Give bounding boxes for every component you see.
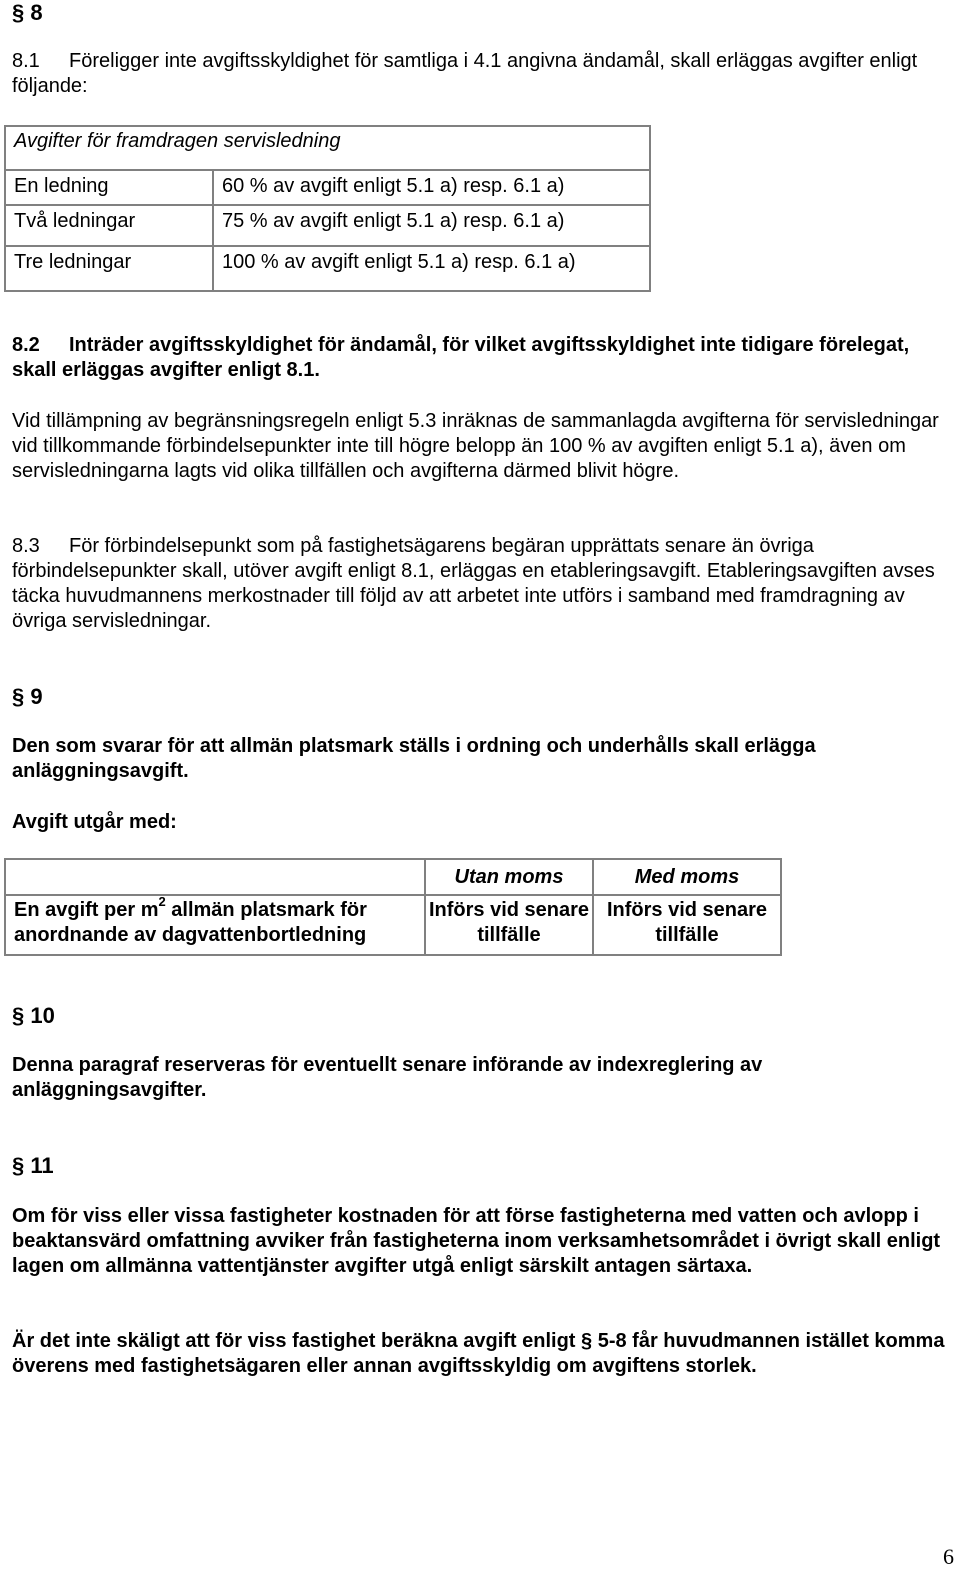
row-value: 60 % av avgift enligt 5.1 a) resp. 6.1 a) — [213, 170, 650, 205]
table-row — [5, 895, 781, 955]
paragraph-8-1 — [12, 49, 956, 99]
section-8-heading: § 8 — [12, 0, 43, 25]
row-value: 75 % av avgift enligt 5.1 a) resp. 6.1 a) — [213, 205, 650, 246]
paragraph-9-intro: Den som svarar för att allmän platsmark ställs i ordning och underhålls skall erlägga anläggningsavgift. — [12, 735, 816, 782]
paragraph-text: Föreligger inte avgiftsskyldighet för samtliga i 4.1 angivna ändamål, skall erläggas avgifter enligt följande: — [12, 50, 918, 97]
column-header-utan-moms: Utan moms — [425, 859, 593, 895]
paragraph-number: 8.2 — [12, 334, 40, 356]
utan-moms-value: Införs vid senare tillfälle — [425, 895, 593, 955]
row-value: 100 % av avgift enligt 5.1 a) resp. 6.1 a) — [213, 246, 650, 291]
paragraph-11-2: Är det inte skäligt att för viss fastighet beräkna avgift enligt § 5-8 får huvudmannen istället komma överens med fastighetsägaren eller annan avgiftsskyldig om avgiftens storlek. — [12, 1330, 945, 1377]
page-number: 6 — [943, 1544, 954, 1569]
row-label: Två ledningar — [5, 205, 213, 246]
section-10-heading: § 10 — [12, 1003, 55, 1028]
fee-label: Avgift utgår med: — [12, 811, 177, 833]
paragraph-text: För förbindelsepunkt som på fastighetsägarens begäran upprättats senare än övriga förbindelsepunkter skall, utöver avgift enligt 8.1, erläggas en etableringsavgift. Etableringsavgiften avses täcka huvudmannens merkostnader till följd av att arbetet inte utförs i samband med framdragning av övriga servisledningar. — [12, 535, 935, 632]
paragraph-10: Denna paragraf reserveras för eventuellt senare införande av indexreglering av anläggningsavgifter. — [12, 1054, 763, 1101]
fee-description: En avgift per $m^2$ allmän platsmark för anordnande av dagvattenbortledning — [5, 895, 425, 955]
row-label: En ledning — [5, 170, 213, 205]
empty-header-cell — [5, 859, 425, 895]
column-header-med-moms: Med moms — [593, 859, 781, 895]
table-row — [5, 170, 650, 205]
paragraph-number: 8.1 — [12, 50, 40, 72]
table-caption: Avgifter för framdragen servisledning — [5, 126, 650, 170]
table-row — [5, 246, 650, 291]
section-11-heading: § 11 — [12, 1153, 54, 1178]
row-label: Tre ledningar — [5, 246, 213, 291]
paragraph-text: Inträder avgiftsskyldighet för ändamål, för vilket avgiftsskyldighet inte tidigare förelegat, skall erläggas avgifter enligt 8.1. — [12, 334, 910, 381]
paragraph-8-3 — [12, 534, 956, 634]
med-moms-value: Införs vid senare tillfälle — [593, 895, 781, 955]
table-row — [5, 205, 650, 246]
servisledning-fee-table — [4, 125, 651, 292]
paragraph-11-1: Om för viss eller vissa fastigheter kostnaden för att förse fastigheterna med vatten och avlopp i beaktansvärd omfattning avviker från fastigheterna inom verksamhetsområdet i övrigt skall enligt lagen om allmänna vattentjänster avgifter utgå enligt särskilt antagen särtaxa. — [12, 1205, 941, 1277]
section-9-heading: § 9 — [12, 684, 43, 709]
paragraph-8-2-rule: Vid tillämpning av begränsningsregeln enligt 5.3 inräknas de sammanlagda avgifterna för servisledningar vid tillkommande förbindelsepunkter inte till högre belopp än 100 % av avgiften enligt 5.1 a), även om servisledningarna lagts vid olika tillfällen och avgifterna därmed blivit högre. — [12, 410, 939, 482]
platsmark-fee-table — [4, 858, 782, 956]
paragraph-number: 8.3 — [12, 535, 40, 557]
paragraph-8-2 — [12, 333, 956, 383]
superscript-2: 2 — [158, 894, 166, 910]
